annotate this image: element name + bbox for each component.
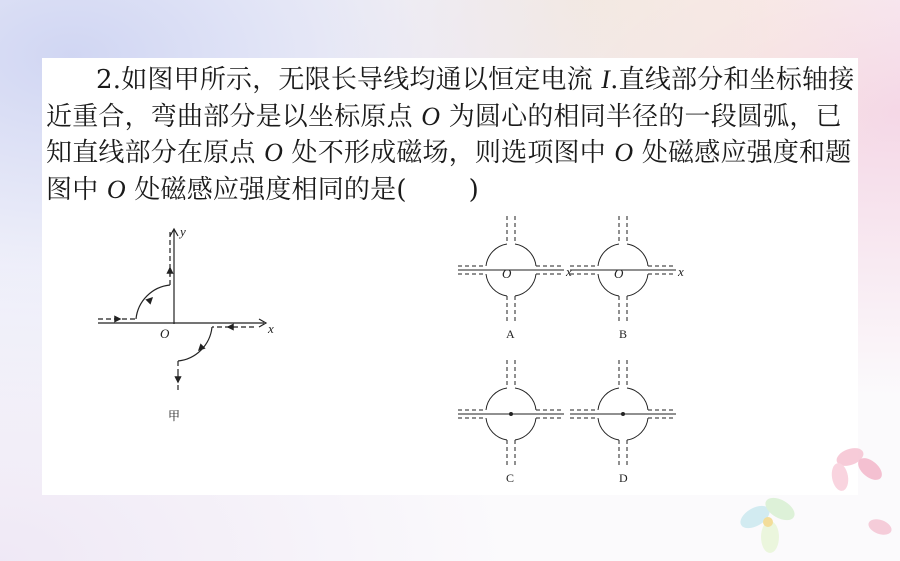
- wire-arc-1: [136, 285, 170, 319]
- question-number: 2.: [96, 65, 122, 95]
- x-label: x: [268, 321, 274, 336]
- option-a-caption: A: [506, 327, 515, 341]
- figure-caption: 甲: [168, 409, 181, 423]
- flower-decoration-svg: [720, 437, 900, 557]
- wire-arc-2: [178, 327, 212, 361]
- figure-jia-svg: [94, 224, 284, 429]
- flower-decoration: [720, 437, 900, 561]
- option-d-caption: D: [619, 471, 628, 485]
- origin-label: O: [160, 326, 170, 341]
- option-a-svg: [456, 214, 576, 344]
- option-c-caption: C: [506, 471, 515, 485]
- option-b-svg: [568, 214, 688, 344]
- option-a-x: x: [566, 264, 572, 279]
- option-a-origin: O: [502, 266, 512, 281]
- figure-jia: [94, 224, 284, 433]
- option-a: [456, 214, 576, 348]
- option-c-svg: [456, 358, 576, 488]
- y-label: y: [180, 224, 186, 239]
- option-d-svg: [568, 358, 688, 488]
- current-symbol: I: [601, 65, 611, 94]
- option-b-origin: O: [614, 266, 624, 281]
- option-b-caption: B: [619, 327, 628, 341]
- option-b-x: x: [678, 264, 684, 279]
- question-text: 2.如图甲所示，无限长导线均通以恒定电流 I.直线部分和坐标轴接近重合，弯曲部分是以坐标原点 O 为圆心的相同半径的一段圆弧，已知直线部分在原点 O 处不形成磁场，则选项图中 O 处磁感应强度和题图中 O 处磁感应强度相同的是( ): [46, 65, 855, 205]
- option-b: [568, 214, 688, 348]
- option-c: [456, 358, 576, 492]
- option-d: [568, 358, 688, 492]
